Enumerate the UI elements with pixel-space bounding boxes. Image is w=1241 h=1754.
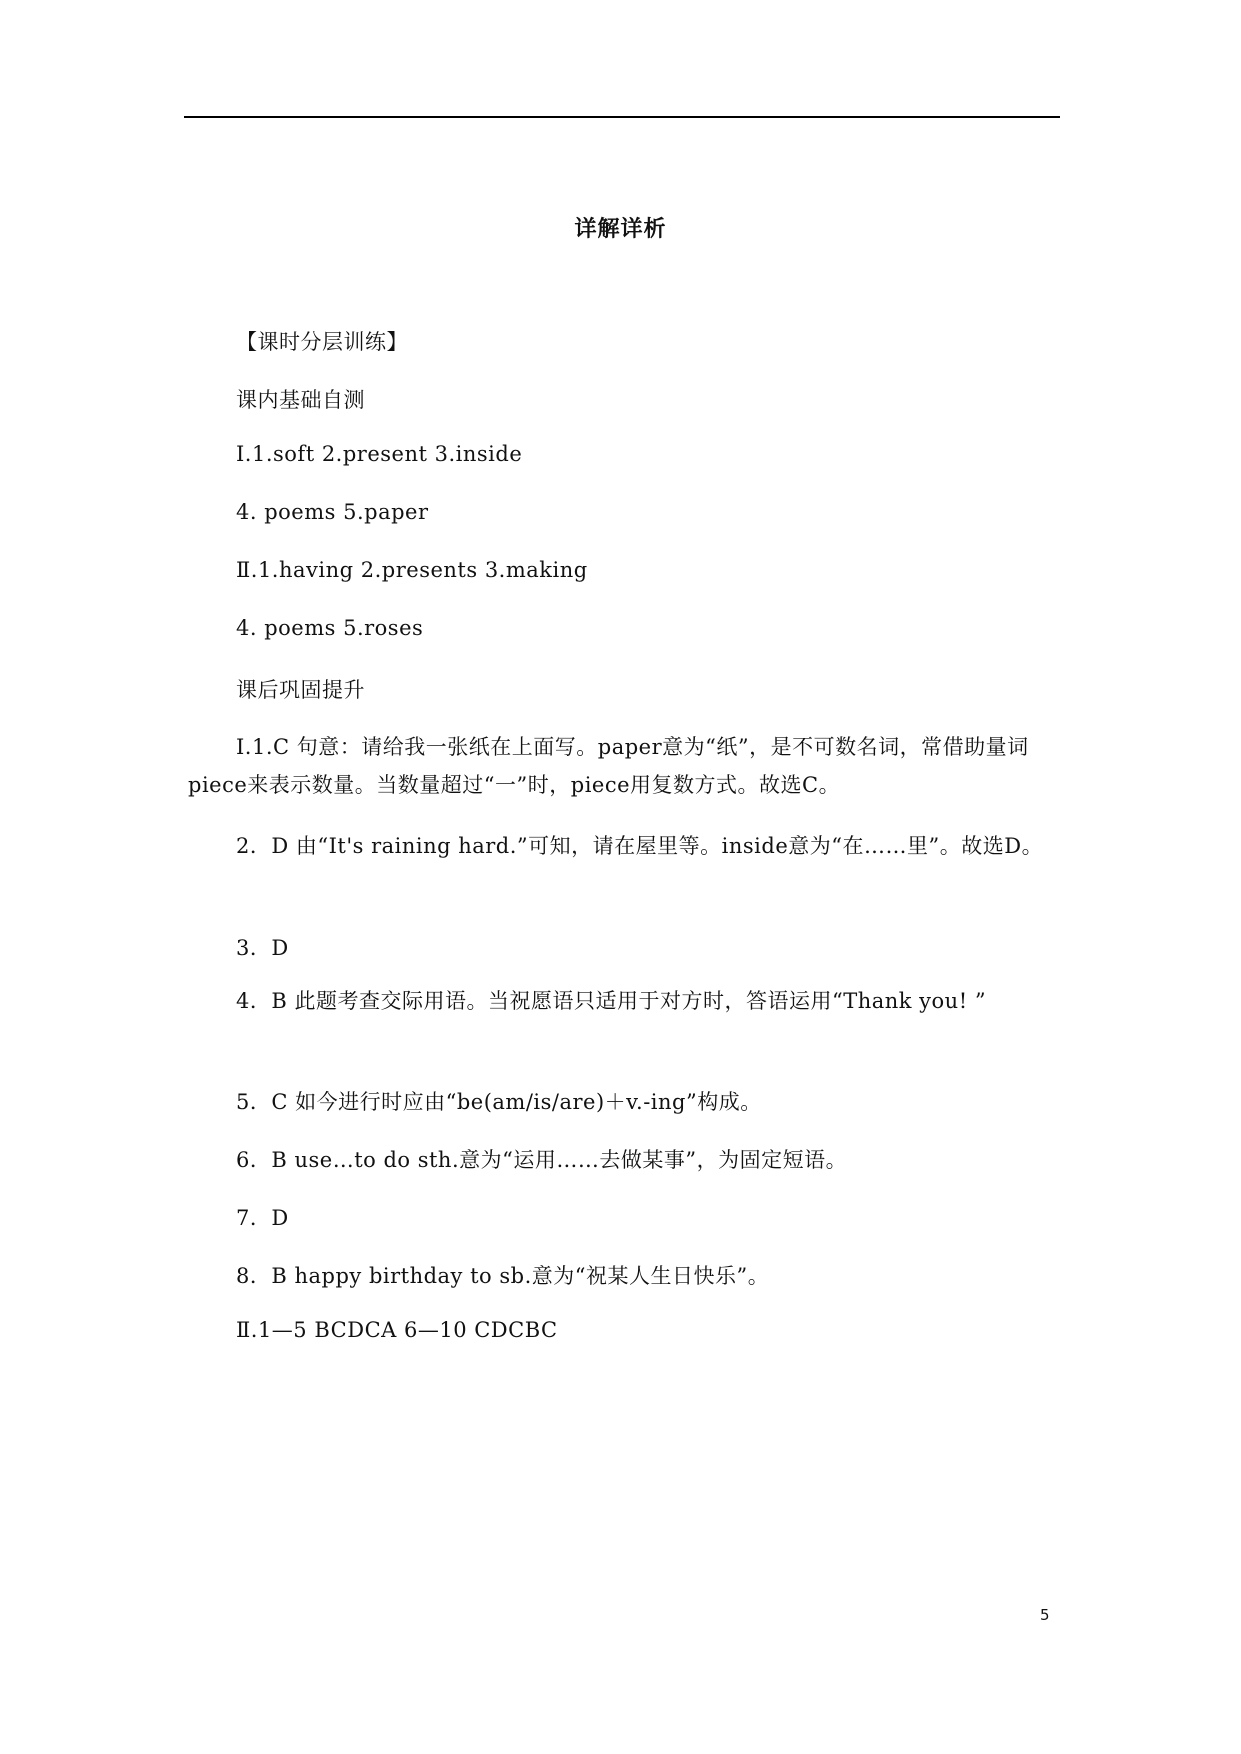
answer-item: 8．B happy birthday to sb.意为“祝某人生日快乐”。 (236, 1264, 770, 1288)
basic-part2-line1: Ⅱ.1.having 2.presents 3.making (236, 558, 588, 582)
answer-item: Ⅱ.1—5 BCDCA 6—10 CDCBC (236, 1318, 558, 1342)
answer-item: 3．D (236, 936, 289, 960)
page-number: 5 (1040, 1606, 1050, 1624)
basic-part1-line2: 4. poems 5.paper (236, 500, 429, 524)
header-rule (184, 116, 1060, 118)
section-heading: 【课时分层训练】 (236, 330, 408, 354)
answer-item: 2．D 由“It's raining hard.”可知，请在屋里等。inside意为“在……里”。故选D。 (236, 834, 1044, 858)
basic-part2-line2: 4. poems 5.roses (236, 616, 424, 640)
page-title: 详解详析 (574, 217, 667, 242)
answer-item: 4．B 此题考查交际用语。当祝愿语只适用于对方时，答语运用“Thank you! ” (236, 989, 987, 1013)
answer-item: 6．B use…to do sth.意为“运用……去做某事”，为固定短语。 (236, 1148, 848, 1172)
basic-part1-line1: Ⅰ.1.soft 2.present 3.inside (236, 442, 523, 466)
advanced-subheading: 课后巩固提升 (236, 678, 365, 702)
answer-item: Ⅰ.1.C 句意：请给我一张纸在上面写。paper意为“纸”，是不可数名词，常借助量词piece来表示数量。当数量超过“一”时，piece用复数方式。故选C。 (188, 735, 1029, 797)
basic-subheading: 课内基础自测 (236, 388, 365, 412)
answer-item: 5．C 如今进行时应由“be(am/is/are)＋v.-ing”构成。 (236, 1090, 762, 1114)
answer-item: 7．D (236, 1206, 289, 1230)
